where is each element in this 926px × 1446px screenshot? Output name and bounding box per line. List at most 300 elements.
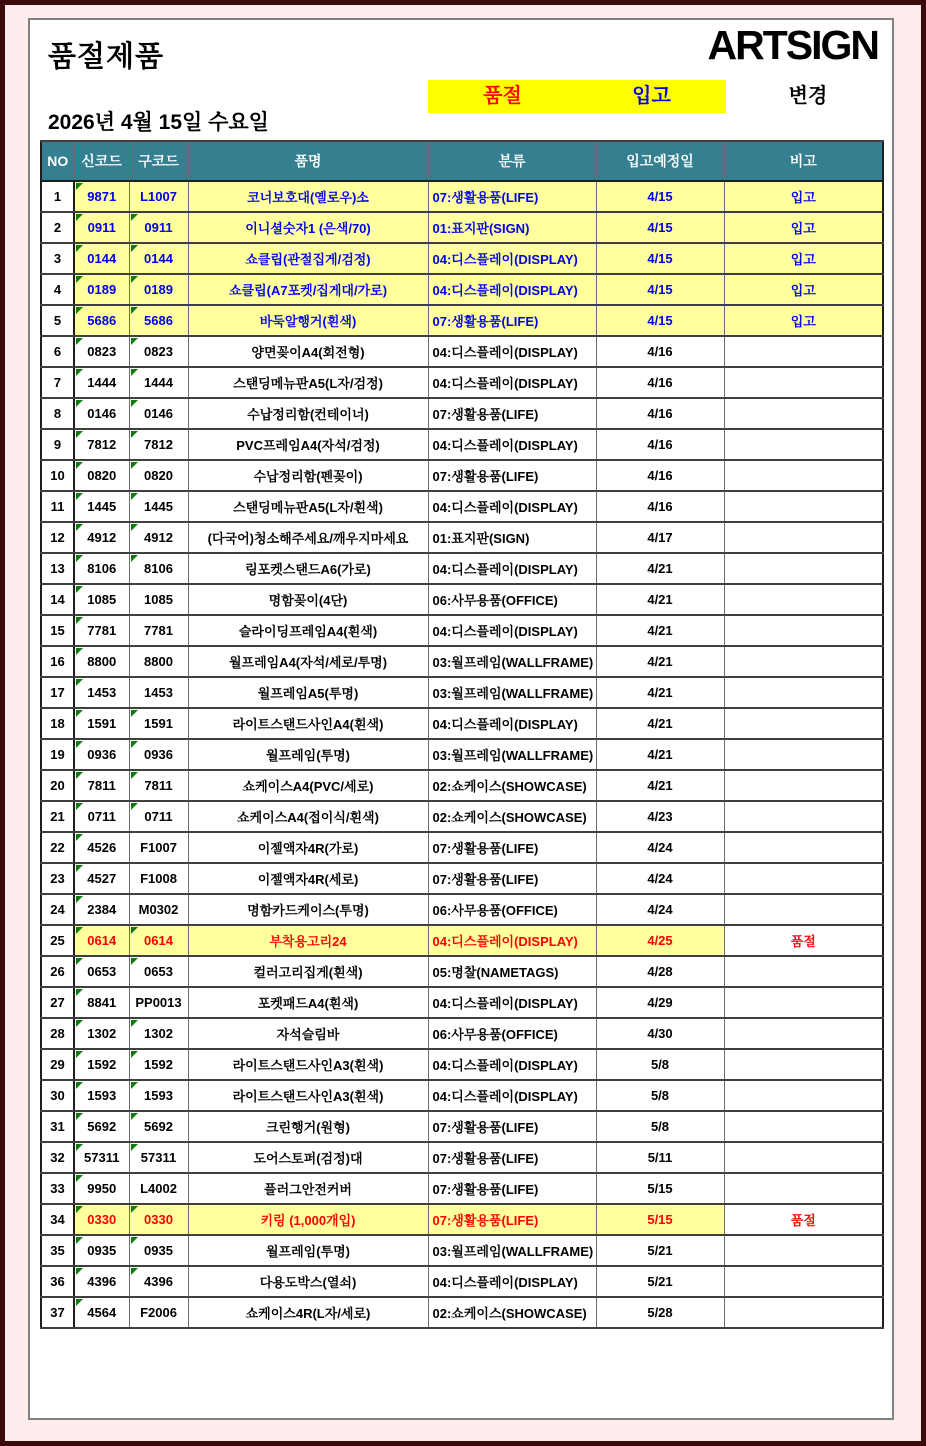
error-flag-icon [76,400,83,407]
error-flag-icon [131,1237,138,1244]
cell-note [724,1049,883,1080]
table-row [41,367,883,398]
error-flag-icon [76,1051,83,1058]
cell-old-code: 8106 [129,553,188,584]
table-row [41,925,883,956]
cell-due-date: 4/21 [596,739,724,770]
error-flag-icon [76,1299,83,1306]
error-flag-icon [76,1268,83,1275]
cell-old-code: 4912 [129,522,188,553]
cell-note [724,708,883,739]
cell-note [724,739,883,770]
error-flag-icon [76,276,83,283]
cell-category: 04:디스플레이(DISPLAY) [428,1080,596,1111]
table-row [41,398,883,429]
header-old-code: 구코드 [129,141,188,181]
cell-category: 04:디스플레이(DISPLAY) [428,491,596,522]
cell-due-date: 4/21 [596,553,724,584]
cell-category: 01:표지판(SIGN) [428,212,596,243]
error-flag-icon [131,1051,138,1058]
cell-no: 12 [41,522,74,553]
cell-no: 25 [41,925,74,956]
cell-category: 04:디스플레이(DISPLAY) [428,336,596,367]
cell-old-code: 1445 [129,491,188,522]
error-flag-icon [76,462,83,469]
cell-no: 1 [41,181,74,212]
table-row [41,336,883,367]
cell-note [724,832,883,863]
cell-new-code: 1593 [74,1080,129,1111]
table-row [41,677,883,708]
cell-old-code: 1453 [129,677,188,708]
cell-no: 28 [41,1018,74,1049]
cell-note: 입고 [724,305,883,336]
cell-note [724,460,883,491]
header-no: NO [41,141,74,181]
page-title: 품절제품 [48,41,165,73]
cell-product-name: 월프레임A5(투명) [188,677,428,708]
error-flag-icon [76,958,83,965]
cell-new-code: 4912 [74,522,129,553]
cell-old-code: 0189 [129,274,188,305]
cell-note [724,398,883,429]
table-body [41,181,883,1328]
cell-product-name: (다국어)청소해주세요/깨우지마세요 [188,522,428,553]
cell-new-code: 0189 [74,274,129,305]
cell-note [724,770,883,801]
cell-category: 05:명찰(NAMETAGS) [428,956,596,987]
cell-product-name: 쇼케이스A4(접이식/흰색) [188,801,428,832]
table-row [41,646,883,677]
cell-old-code: F2006 [129,1297,188,1328]
cell-no: 21 [41,801,74,832]
cell-no: 24 [41,894,74,925]
cell-product-name: 수납정리함(컨테이너) [188,398,428,429]
cell-product-name: 라이트스탠드사인A3(흰색) [188,1049,428,1080]
cell-old-code: 7811 [129,770,188,801]
cell-category: 07:생활용품(LIFE) [428,460,596,491]
cell-new-code: 0711 [74,801,129,832]
error-flag-icon [131,369,138,376]
cell-category: 07:생활용품(LIFE) [428,398,596,429]
error-flag-icon [131,958,138,965]
cell-due-date: 4/15 [596,305,724,336]
cell-new-code: 0653 [74,956,129,987]
cell-due-date: 4/21 [596,770,724,801]
cell-new-code: 7811 [74,770,129,801]
sheet [28,18,894,1420]
cell-due-date: 5/11 [596,1142,724,1173]
cell-no: 17 [41,677,74,708]
cell-no: 15 [41,615,74,646]
error-flag-icon [131,431,138,438]
table-row [41,987,883,1018]
cell-note [724,336,883,367]
cell-note [724,553,883,584]
cell-old-code: 5692 [129,1111,188,1142]
table-row [41,212,883,243]
cell-no: 22 [41,832,74,863]
cell-due-date: 4/28 [596,956,724,987]
error-flag-icon [76,1144,83,1151]
cell-new-code: 7812 [74,429,129,460]
cell-old-code: F1008 [129,863,188,894]
error-flag-icon [131,400,138,407]
table-row [41,429,883,460]
cell-old-code: 0711 [129,801,188,832]
cell-note [724,956,883,987]
cell-due-date: 4/16 [596,460,724,491]
cell-category: 07:생활용품(LIFE) [428,1142,596,1173]
error-flag-icon [76,803,83,810]
cell-product-name: 크린행거(원형) [188,1111,428,1142]
cell-no: 18 [41,708,74,739]
cell-product-name: 쇼클립(관절집게/검정) [188,243,428,274]
error-flag-icon [76,834,83,841]
cell-product-name: 수납정리함(펜꽂이) [188,460,428,491]
cell-no: 36 [41,1266,74,1297]
cell-new-code: 4396 [74,1266,129,1297]
cell-due-date: 4/17 [596,522,724,553]
cell-no: 33 [41,1173,74,1204]
error-flag-icon [76,431,83,438]
cell-note [724,1235,883,1266]
cell-note [724,677,883,708]
cell-category: 03:월프레임(WALLFRAME) [428,646,596,677]
error-flag-icon [76,586,83,593]
cell-note [724,1080,883,1111]
cell-new-code: 1085 [74,584,129,615]
cell-old-code: 7812 [129,429,188,460]
cell-new-code: 4527 [74,863,129,894]
cell-old-code: 0614 [129,925,188,956]
cell-product-name: 바둑알행거(흰색) [188,305,428,336]
cell-product-name: 컬러고리집게(흰색) [188,956,428,987]
table-row [41,801,883,832]
cell-category: 02:쇼케이스(SHOWCASE) [428,770,596,801]
cell-category: 03:월프레임(WALLFRAME) [428,1235,596,1266]
cell-note [724,801,883,832]
cell-old-code: 0653 [129,956,188,987]
cell-no: 7 [41,367,74,398]
cell-product-name: 코너보호대(옐로우)소 [188,181,428,212]
cell-due-date: 5/8 [596,1080,724,1111]
cell-due-date: 4/16 [596,398,724,429]
cell-category: 02:쇼케이스(SHOWCASE) [428,801,596,832]
error-flag-icon [131,1113,138,1120]
cell-product-name: 플러그안전커버 [188,1173,428,1204]
cell-category: 06:사무용품(OFFICE) [428,1018,596,1049]
cell-new-code: 0146 [74,398,129,429]
header-product-name: 품명 [188,141,428,181]
table-row [41,274,883,305]
error-flag-icon [76,617,83,624]
cell-new-code: 7781 [74,615,129,646]
cell-new-code: 1591 [74,708,129,739]
cell-no: 31 [41,1111,74,1142]
cell-due-date: 5/28 [596,1297,724,1328]
cell-due-date: 4/30 [596,1018,724,1049]
error-flag-icon [76,1237,83,1244]
cell-note [724,615,883,646]
cell-new-code: 5686 [74,305,129,336]
cell-no: 20 [41,770,74,801]
error-flag-icon [131,276,138,283]
table-row [41,1266,883,1297]
cell-note [724,1173,883,1204]
table-row [41,832,883,863]
legend-bar [428,80,726,113]
cell-due-date: 4/21 [596,584,724,615]
table-row [41,460,883,491]
cell-note [724,863,883,894]
cell-no: 5 [41,305,74,336]
error-flag-icon [76,1113,83,1120]
cell-due-date: 4/23 [596,801,724,832]
cell-category: 06:사무용품(OFFICE) [428,894,596,925]
table-row [41,243,883,274]
cell-note [724,646,883,677]
cell-note [724,987,883,1018]
error-flag-icon [131,710,138,717]
error-flag-icon [76,369,83,376]
cell-due-date: 4/15 [596,212,724,243]
error-flag-icon [131,307,138,314]
error-flag-icon [131,338,138,345]
cell-category: 04:디스플레이(DISPLAY) [428,429,596,460]
error-flag-icon [76,1206,83,1213]
cell-note [724,1266,883,1297]
cell-old-code: 0330 [129,1204,188,1235]
cell-old-code: 0936 [129,739,188,770]
cell-due-date: 4/29 [596,987,724,1018]
cell-no: 19 [41,739,74,770]
cell-new-code: 0820 [74,460,129,491]
cell-no: 32 [41,1142,74,1173]
header-note: 비고 [724,141,883,181]
cell-new-code: 0330 [74,1204,129,1235]
cell-product-name: 포켓패드A4(흰색) [188,987,428,1018]
table-row [41,1018,883,1049]
cell-old-code: L1007 [129,181,188,212]
cell-no: 26 [41,956,74,987]
cell-product-name: 월프레임(투명) [188,739,428,770]
cell-no: 27 [41,987,74,1018]
cell-category: 04:디스플레이(DISPLAY) [428,925,596,956]
cell-category: 04:디스플레이(DISPLAY) [428,987,596,1018]
table-row [41,522,883,553]
cell-new-code: 0144 [74,243,129,274]
cell-category: 07:생활용품(LIFE) [428,1204,596,1235]
cell-product-name: 명함꽂이(4단) [188,584,428,615]
cell-category: 04:디스플레이(DISPLAY) [428,1266,596,1297]
cell-no: 13 [41,553,74,584]
error-flag-icon [76,865,83,872]
cell-old-code: 0146 [129,398,188,429]
cell-category: 04:디스플레이(DISPLAY) [428,615,596,646]
legend-change-label: 변경 [788,85,828,107]
cell-new-code: 57311 [74,1142,129,1173]
cell-product-name: 이젤액자4R(세로) [188,863,428,894]
cell-old-code: 5686 [129,305,188,336]
cell-product-name: 이니셜숫자1 (은색/70) [188,212,428,243]
error-flag-icon [76,927,83,934]
cell-note [724,491,883,522]
cell-due-date: 5/8 [596,1111,724,1142]
cell-product-name: 월프레임A4(자석/세로/투명) [188,646,428,677]
cell-due-date: 4/24 [596,863,724,894]
cell-product-name: 양면꽂이A4(회전형) [188,336,428,367]
cell-old-code: 4396 [129,1266,188,1297]
cell-category: 07:생활용품(LIFE) [428,181,596,212]
cell-new-code: 9871 [74,181,129,212]
legend-arrival-label: 입고 [632,85,671,107]
cell-product-name: 라이트스탠드사인A4(흰색) [188,708,428,739]
cell-new-code: 1592 [74,1049,129,1080]
cell-no: 29 [41,1049,74,1080]
cell-old-code: 7781 [129,615,188,646]
cell-new-code: 1445 [74,491,129,522]
cell-no: 3 [41,243,74,274]
cell-product-name: 쇼케이스A4(PVC/세로) [188,770,428,801]
table-row [41,1111,883,1142]
cell-category: 07:생활용품(LIFE) [428,863,596,894]
table-row [41,956,883,987]
table-row [41,770,883,801]
table-row [41,1204,883,1235]
cell-category: 04:디스플레이(DISPLAY) [428,553,596,584]
cell-due-date: 4/21 [596,708,724,739]
error-flag-icon [131,803,138,810]
cell-old-code: 1591 [129,708,188,739]
header-due-date: 입고예정일 [596,141,724,181]
cell-due-date: 4/24 [596,894,724,925]
cell-no: 2 [41,212,74,243]
cell-category: 07:생활용품(LIFE) [428,1173,596,1204]
cell-due-date: 4/16 [596,367,724,398]
cell-category: 03:월프레임(WALLFRAME) [428,739,596,770]
cell-new-code: 0823 [74,336,129,367]
cell-old-code: 1592 [129,1049,188,1080]
table-header-row [41,141,883,181]
cell-category: 04:디스플레이(DISPLAY) [428,1049,596,1080]
error-flag-icon [76,741,83,748]
cell-due-date: 4/16 [596,491,724,522]
header-category: 분류 [428,141,596,181]
cell-category: 04:디스플레이(DISPLAY) [428,708,596,739]
error-flag-icon [131,214,138,221]
error-flag-icon [76,1175,83,1182]
cell-new-code: 0935 [74,1235,129,1266]
cell-due-date: 4/15 [596,243,724,274]
cell-note [724,894,883,925]
cell-new-code: 0936 [74,739,129,770]
cell-category: 07:생활용품(LIFE) [428,1111,596,1142]
table-row [41,553,883,584]
cell-no: 30 [41,1080,74,1111]
cell-new-code: 0614 [74,925,129,956]
cell-no: 10 [41,460,74,491]
cell-product-name: 자석슬림바 [188,1018,428,1049]
cell-note [724,1142,883,1173]
cell-new-code: 1444 [74,367,129,398]
cell-no: 16 [41,646,74,677]
cell-old-code: 57311 [129,1142,188,1173]
error-flag-icon [76,245,83,252]
cell-no: 14 [41,584,74,615]
cell-due-date: 5/21 [596,1235,724,1266]
cell-category: 04:디스플레이(DISPLAY) [428,367,596,398]
cell-no: 11 [41,491,74,522]
table-row [41,1297,883,1328]
table-row [41,739,883,770]
cell-new-code: 8841 [74,987,129,1018]
cell-new-code: 9950 [74,1173,129,1204]
cell-new-code: 4526 [74,832,129,863]
cell-product-name: 월프레임(투명) [188,1235,428,1266]
table-row [41,615,883,646]
error-flag-icon [76,679,83,686]
cell-note [724,1018,883,1049]
cell-product-name: PVC프레임A4(자석/검정) [188,429,428,460]
cell-due-date: 5/15 [596,1173,724,1204]
cell-product-name: 이젤액자4R(가로) [188,832,428,863]
error-flag-icon [131,493,138,500]
error-flag-icon [76,493,83,500]
table-row [41,894,883,925]
cell-old-code: PP0013 [129,987,188,1018]
cell-due-date: 4/21 [596,646,724,677]
table-row [41,584,883,615]
cell-old-code: M0302 [129,894,188,925]
cell-category: 04:디스플레이(DISPLAY) [428,243,596,274]
cell-new-code: 1302 [74,1018,129,1049]
error-flag-icon [76,989,83,996]
error-flag-icon [131,741,138,748]
header-new-code: 신코드 [74,141,129,181]
cell-note [724,429,883,460]
cell-product-name: 링포켓스탠드A6(가로) [188,553,428,584]
cell-due-date: 4/21 [596,615,724,646]
error-flag-icon [131,524,138,531]
cell-new-code: 8106 [74,553,129,584]
cell-old-code: 0911 [129,212,188,243]
cell-old-code: 0820 [129,460,188,491]
cell-no: 4 [41,274,74,305]
cell-product-name: 키링 (1,000개입) [188,1204,428,1235]
cell-product-name: 도어스토퍼(검정)대 [188,1142,428,1173]
cell-new-code: 0911 [74,212,129,243]
error-flag-icon [131,1020,138,1027]
cell-category: 02:쇼케이스(SHOWCASE) [428,1297,596,1328]
cell-note [724,367,883,398]
cell-old-code: 1302 [129,1018,188,1049]
cell-note [724,1297,883,1328]
error-flag-icon [131,1082,138,1089]
table-row [41,181,883,212]
cell-due-date: 5/15 [596,1204,724,1235]
cell-due-date: 5/8 [596,1049,724,1080]
error-flag-icon [76,183,83,190]
cell-category: 06:사무용품(OFFICE) [428,584,596,615]
cell-note [724,584,883,615]
cell-product-name: 명함카드케이스(투명) [188,894,428,925]
cell-product-name: 쇼클립(A7포켓/집게대/가로) [188,274,428,305]
cell-old-code: F1007 [129,832,188,863]
error-flag-icon [76,524,83,531]
error-flag-icon [76,1020,83,1027]
error-flag-icon [76,896,83,903]
